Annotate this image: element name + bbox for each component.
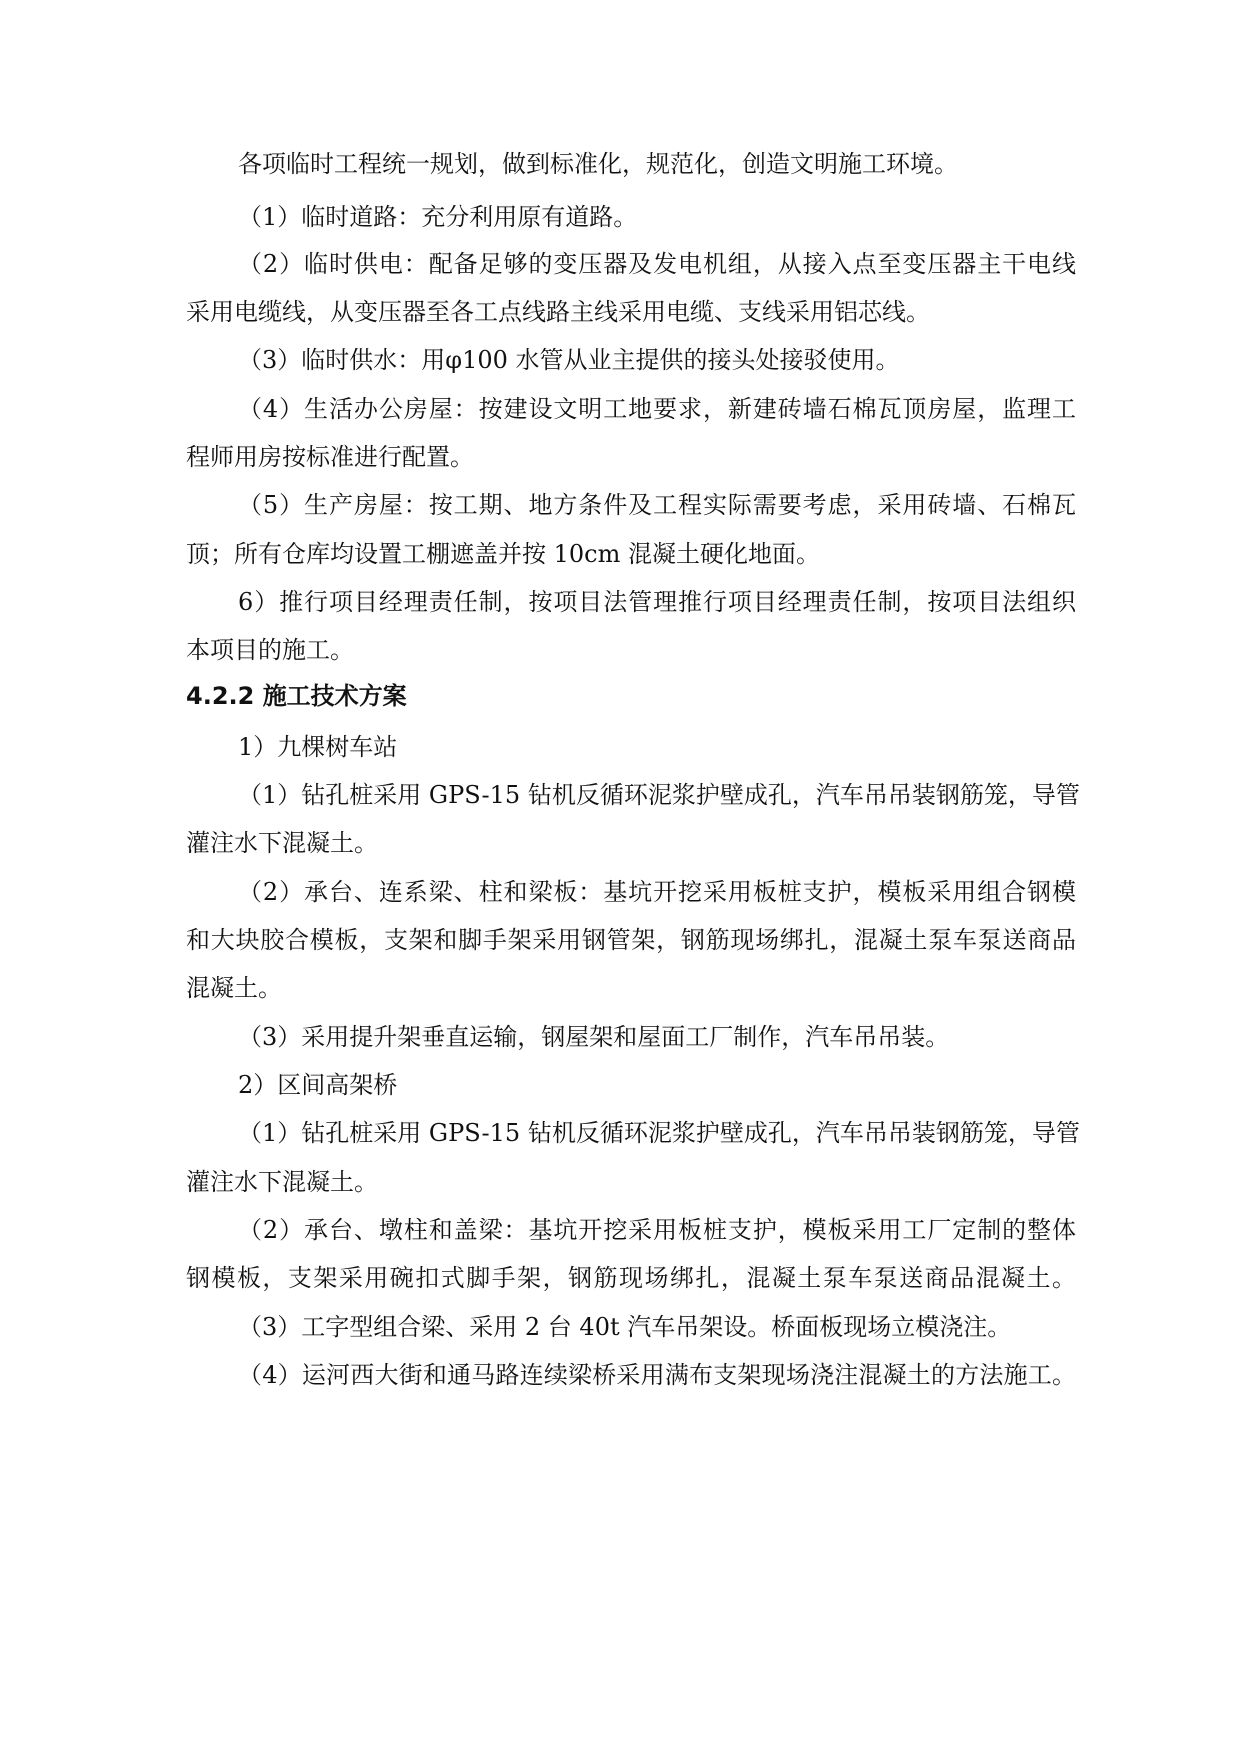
section-heading: 4.2.2 施工技术方案 — [186, 682, 407, 710]
paragraph-line: 钢模板，支架采用碗扣式脚手架，钢筋现场绑扎，混凝土泵车泵送商品混凝土。 — [186, 1264, 1076, 1292]
list-item: 6）推行项目经理责任制，按项目法管理推行项目经理责任制，按项目法组织 — [238, 588, 1076, 616]
paragraph-line: 灌注水下混凝土。 — [186, 1168, 378, 1196]
list-item: （2）承台、墩柱和盖梁：基坑开挖采用板桩支护，模板采用工厂定制的整体 — [238, 1216, 1076, 1244]
paragraph-line: 程师用房按标准进行配置。 — [186, 443, 474, 471]
paragraph-line: 各项临时工程统一规划，做到标准化，规范化，创造文明施工环境。 — [238, 150, 958, 178]
paragraph-line: 和大块胶合模板，支架和脚手架采用钢管架，钢筋现场绑扎，混凝土泵车泵送商品 — [186, 926, 1076, 954]
list-item: （5）生产房屋：按工期、地方条件及工程实际需要考虑，采用砖墙、石棉瓦 — [238, 491, 1076, 519]
paragraph-line: 采用电缆线，从变压器至各工点线路主线采用电缆、支线采用铝芯线。 — [186, 298, 930, 326]
list-item: （1）临时道路：充分利用原有道路。 — [238, 203, 638, 231]
list-item: （2）承台、连系梁、柱和梁板：基坑开挖采用板桩支护，模板采用组合钢模 — [238, 878, 1076, 906]
list-item: （3）临时供水：用φ100 水管从业主提供的接头处接驳使用。 — [238, 346, 900, 374]
list-item: （1）钻孔桩采用 GPS-15 钻机反循环泥浆护壁成孔，汽车吊吊装钢筋笼，导管 — [238, 781, 1080, 809]
list-item: （4）运河西大街和通马路连续梁桥采用满布支架现场浇注混凝土的方法施工。 — [238, 1361, 1076, 1389]
subsection-title: 1）九棵树车站 — [238, 733, 398, 761]
list-item: （4）生活办公房屋：按建设文明工地要求，新建砖墙石棉瓦顶房屋，监理工 — [238, 395, 1076, 423]
paragraph-line: 混凝土。 — [186, 974, 282, 1002]
paragraph-line: 灌注水下混凝土。 — [186, 829, 378, 857]
list-item: （1）钻孔桩采用 GPS-15 钻机反循环泥浆护壁成孔，汽车吊吊装钢筋笼，导管 — [238, 1119, 1080, 1147]
paragraph-line: 顶；所有仓库均设置工棚遮盖并按 10cm 混凝土硬化地面。 — [186, 540, 820, 568]
list-item: （2）临时供电：配备足够的变压器及发电机组，从接入点至变压器主干电线 — [238, 250, 1076, 278]
list-item: （3）采用提升架垂直运输，钢屋架和屋面工厂制作，汽车吊吊装。 — [238, 1023, 950, 1051]
paragraph-line: 本项目的施工。 — [186, 636, 354, 664]
subsection-title: 2）区间高架桥 — [238, 1071, 398, 1099]
list-item: （3）工字型组合梁、采用 2 台 40t 汽车吊架设。桥面板现场立模浇注。 — [238, 1313, 1012, 1341]
